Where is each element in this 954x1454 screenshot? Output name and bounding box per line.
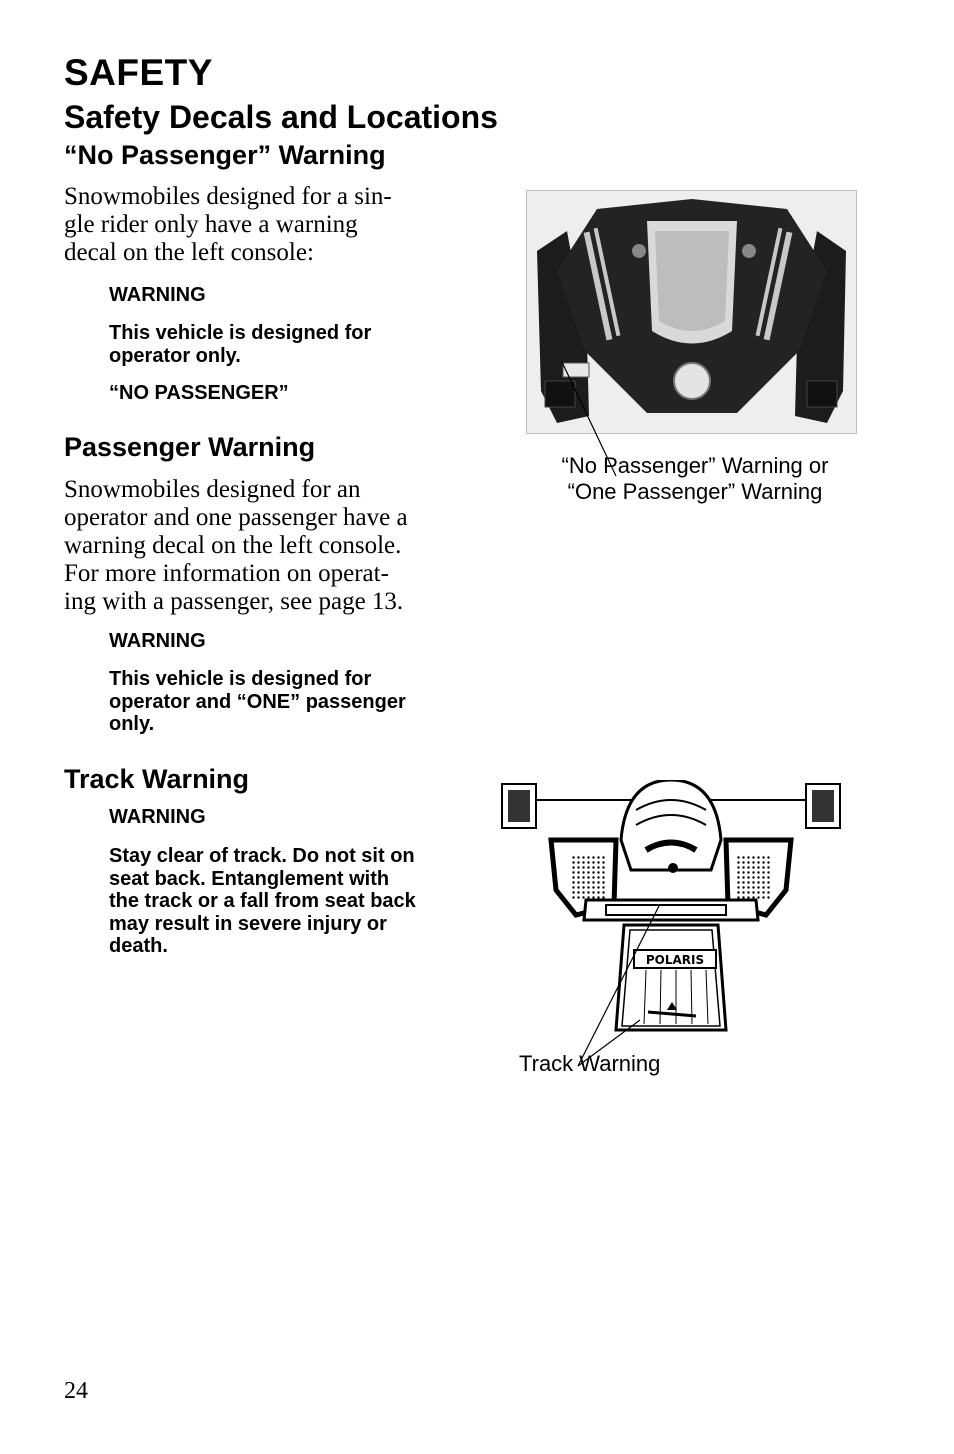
- passenger-heading: Passenger Warning: [64, 432, 316, 462]
- page-number: 24: [64, 1378, 88, 1404]
- console-caption: “No Passenger” Warning or “One Passenger” Warning: [561, 453, 829, 504]
- snowmobile-drawing: [496, 780, 846, 1040]
- passenger-warning-text: This vehicle is designed for operator and “ONE” passenger only.: [109, 668, 406, 735]
- snowmobile-rear-illustration: [496, 780, 846, 1040]
- track-caption: Track Warning: [519, 1051, 661, 1076]
- polaris-logo: POLARIS: [645, 953, 705, 967]
- track-leader-lines: [570, 900, 670, 1070]
- track-heading: Track Warning: [64, 764, 250, 794]
- passenger-body: Snowmobiles designed for an operator and one passenger have a warning decal on the left console. For more information on operat- ing with a passenger, see page 13.: [64, 476, 408, 615]
- page-title: Safety Decals and Locations: [64, 99, 498, 135]
- no-passenger-warning-emphasis: “NO PASSENGER”: [109, 382, 289, 404]
- section-title: SAFETY: [64, 52, 213, 93]
- no-passenger-warning-label: WARNING: [109, 284, 206, 306]
- no-passenger-warning-text: This vehicle is designed for operator only.: [109, 322, 372, 367]
- track-warning-text: Stay clear of track. Do not sit on seat back. Entanglement with the track or a fall from seat back may result in severe injury or death.: [109, 845, 416, 957]
- passenger-warning-label: WARNING: [109, 630, 206, 652]
- no-passenger-body: Snowmobiles designed for a sin- gle rider only have a warning decal on the left console:: [64, 183, 392, 266]
- no-passenger-heading: “No Passenger” Warning: [64, 140, 386, 170]
- track-warning-label: WARNING: [109, 806, 206, 828]
